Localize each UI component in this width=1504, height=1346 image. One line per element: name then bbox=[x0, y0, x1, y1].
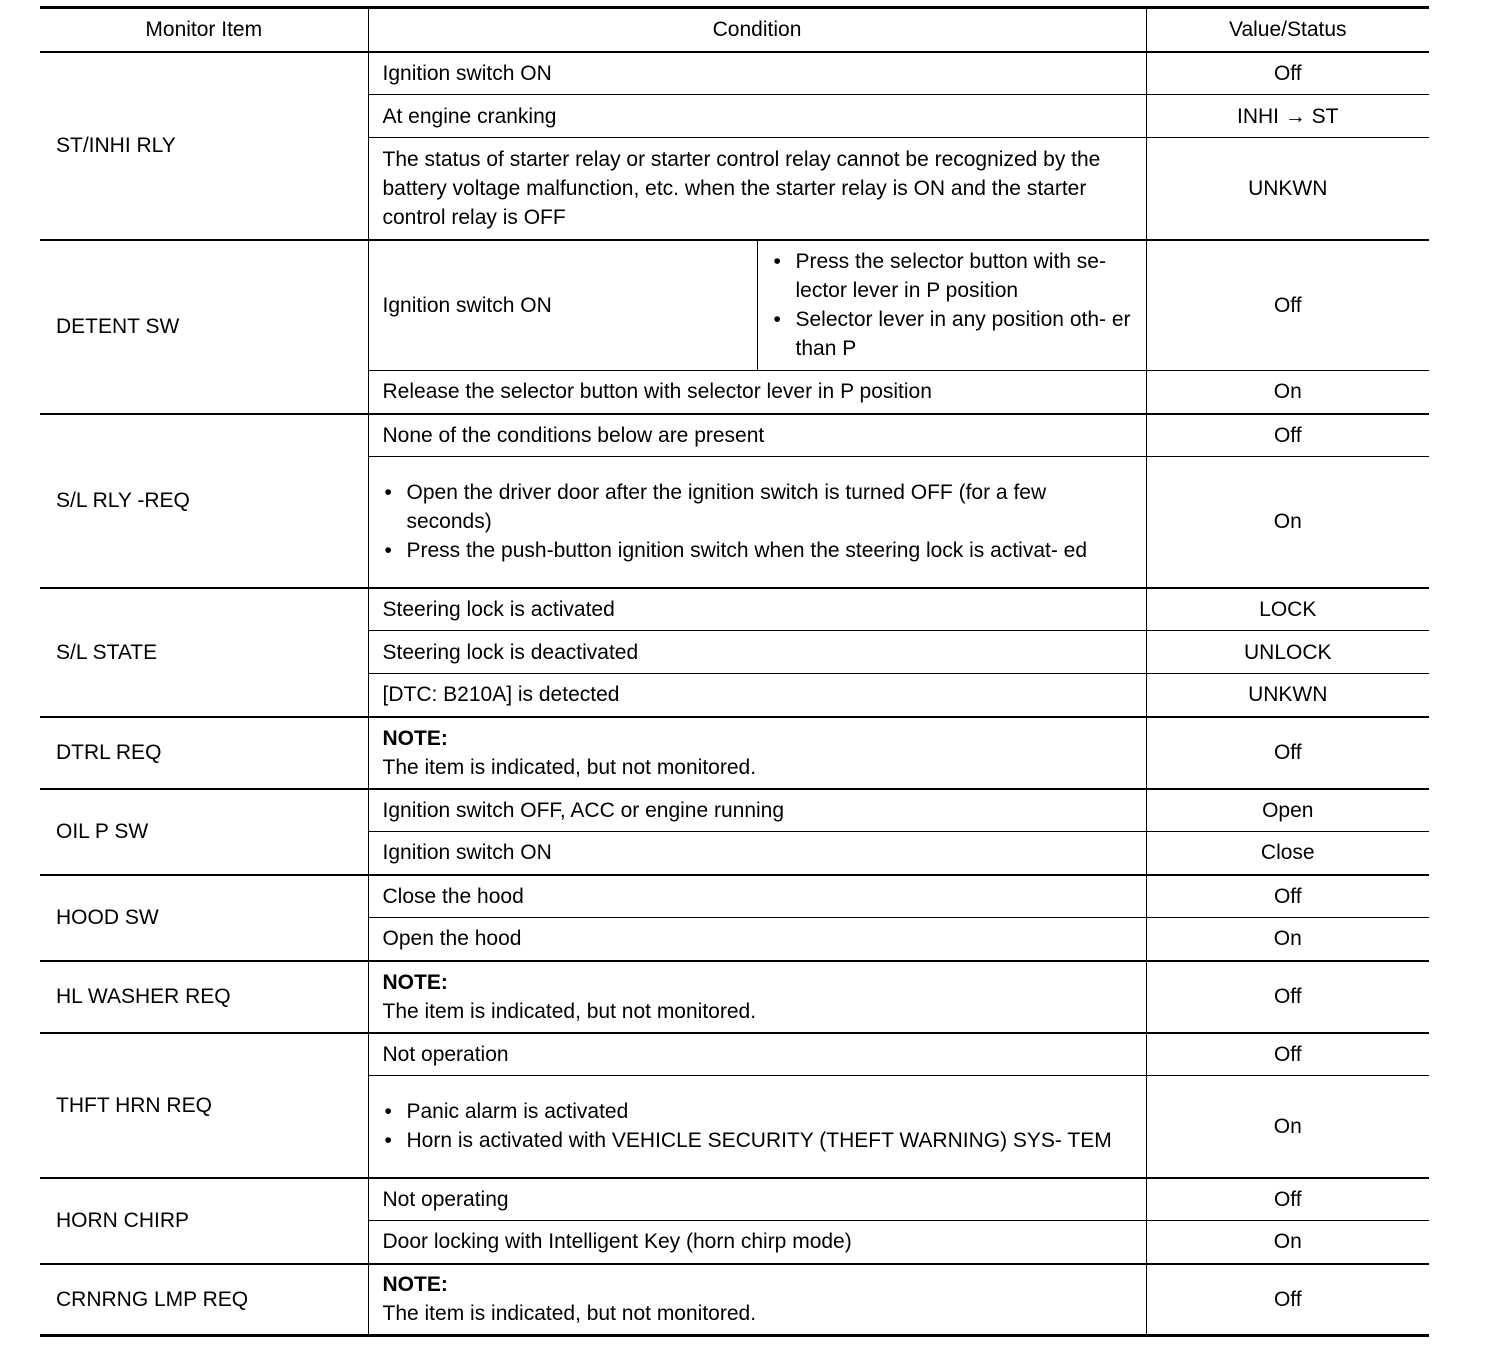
header-row bbox=[40, 8, 1429, 52]
value-cell: Off bbox=[1146, 52, 1429, 95]
condition-cell: None of the conditions below are present bbox=[368, 414, 1146, 457]
monitor-item: DTRL REQ bbox=[40, 717, 368, 789]
condition-cell: Close the hood bbox=[368, 875, 1146, 918]
condition-cell bbox=[368, 1076, 1146, 1178]
condition-cell: Steering lock is activated bbox=[368, 588, 1146, 631]
header-monitor-item: Monitor Item bbox=[40, 8, 368, 52]
condition-cell: Door locking with Intelligent Key (horn chirp mode) bbox=[368, 1221, 1146, 1264]
condition-cell: Ignition switch ON bbox=[368, 52, 1146, 95]
note-label: NOTE: bbox=[382, 726, 448, 750]
table-row bbox=[40, 52, 1429, 95]
list-item: • Selector lever in any position oth- er than P bbox=[772, 305, 1132, 363]
monitor-item: CRNRNG LMP REQ bbox=[40, 1264, 368, 1336]
list-item: • Press the selector button with se- lector lever in P position bbox=[772, 247, 1132, 305]
value-cell: Off bbox=[1146, 1264, 1429, 1336]
monitor-item: THFT HRN REQ bbox=[40, 1033, 368, 1178]
condition-cell bbox=[368, 717, 1146, 789]
value-cell: Off bbox=[1146, 961, 1429, 1033]
table-row bbox=[40, 961, 1429, 1033]
table-row bbox=[40, 414, 1429, 457]
list-item: • Panic alarm is activated bbox=[383, 1097, 1132, 1126]
condition-cell: Ignition switch ON bbox=[368, 832, 1146, 875]
monitor-item: HOOD SW bbox=[40, 875, 368, 961]
bullet-list bbox=[383, 1097, 1132, 1155]
sub-condition-cell bbox=[757, 240, 1146, 371]
table-row bbox=[40, 1264, 1429, 1336]
value-cell: UNKWN bbox=[1146, 674, 1429, 717]
condition-cell: At engine cranking bbox=[368, 95, 1146, 138]
condition-cell: [DTC: B210A] is detected bbox=[368, 674, 1146, 717]
note-text: The item is indicated, but not monitored. bbox=[382, 755, 757, 779]
list-item: • Horn is activated with VEHICLE SECURITY (THEFT WARNING) SYS- TEM bbox=[383, 1126, 1132, 1155]
condition-cell: Steering lock is deactivated bbox=[368, 631, 1146, 674]
monitor-item: S/L STATE bbox=[40, 588, 368, 717]
header-condition: Condition bbox=[368, 8, 1146, 52]
condition-cell bbox=[368, 961, 1146, 1033]
monitor-item: HORN CHIRP bbox=[40, 1178, 368, 1264]
value-cell: On bbox=[1146, 1221, 1429, 1264]
note-text: The item is indicated, but not monitored. bbox=[382, 1302, 757, 1326]
value-cell: Off bbox=[1146, 1178, 1429, 1221]
note-text: The item is indicated, but not monitored. bbox=[382, 999, 757, 1023]
value-cell: UNLOCK bbox=[1146, 631, 1429, 674]
monitor-table bbox=[40, 6, 1429, 1337]
header-value-status: Value/Status bbox=[1146, 8, 1429, 52]
table-row bbox=[40, 240, 1429, 371]
table-row bbox=[40, 588, 1429, 631]
monitor-item: S/L RLY -REQ bbox=[40, 414, 368, 588]
value-cell: INHI → ST bbox=[1146, 95, 1429, 138]
table-row bbox=[40, 1178, 1429, 1221]
note-label: NOTE: bbox=[382, 1273, 448, 1297]
value-cell: On bbox=[1146, 457, 1429, 588]
value-cell: Off bbox=[1146, 1033, 1429, 1076]
value-cell: Off bbox=[1146, 875, 1429, 918]
monitor-item: HL WASHER REQ bbox=[40, 961, 368, 1033]
value-cell: Off bbox=[1146, 717, 1429, 789]
condition-cell: Ignition switch OFF, ACC or engine running bbox=[368, 789, 1146, 832]
value-cell: Close bbox=[1146, 832, 1429, 875]
condition-cell: Not operation bbox=[368, 1033, 1146, 1076]
condition-cell: Release the selector button with selector lever in P position bbox=[368, 371, 1146, 414]
value-cell: LOCK bbox=[1146, 588, 1429, 631]
bullet-list bbox=[383, 478, 1132, 565]
value-cell: On bbox=[1146, 1076, 1429, 1178]
monitor-item: OIL P SW bbox=[40, 789, 368, 875]
table-row bbox=[40, 1033, 1429, 1076]
condition-cell: The status of starter relay or starter control relay cannot be recognized by the battery voltage malfunction, etc. when the starter relay is ON and the starter control relay is OFF bbox=[368, 138, 1146, 240]
monitor-item: ST/INHI RLY bbox=[40, 52, 368, 240]
condition-cell bbox=[368, 457, 1146, 588]
note-label: NOTE: bbox=[382, 970, 448, 994]
monitor-item: DETENT SW bbox=[40, 240, 368, 414]
value-cell: Open bbox=[1146, 789, 1429, 832]
value-cell: On bbox=[1146, 371, 1429, 414]
condition-cell: Ignition switch ON bbox=[368, 240, 757, 371]
list-item: • Open the driver door after the ignition switch is turned OFF (for a few seconds) bbox=[383, 478, 1132, 536]
list-item: • Press the push-button ignition switch when the steering lock is activat- ed bbox=[383, 536, 1132, 565]
bullet-list bbox=[772, 247, 1132, 363]
table-row bbox=[40, 717, 1429, 789]
value-cell: UNKWN bbox=[1146, 138, 1429, 240]
condition-cell: Open the hood bbox=[368, 918, 1146, 961]
value-cell: Off bbox=[1146, 414, 1429, 457]
table-row bbox=[40, 789, 1429, 832]
value-cell: On bbox=[1146, 918, 1429, 961]
condition-cell bbox=[368, 1264, 1146, 1336]
table-row bbox=[40, 875, 1429, 918]
value-cell: Off bbox=[1146, 240, 1429, 371]
condition-cell: Not operating bbox=[368, 1178, 1146, 1221]
